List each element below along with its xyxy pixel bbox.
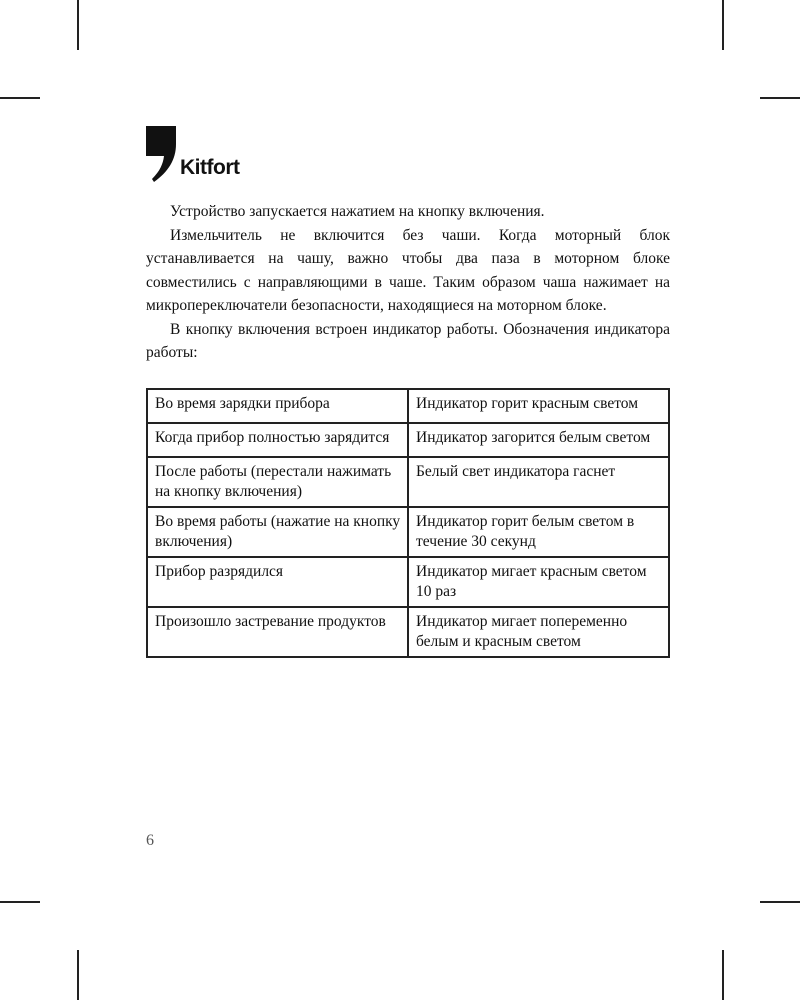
table-row: [147, 457, 669, 507]
crop-mark: [0, 97, 40, 99]
paragraph: Устройство запускается нажатием на кнопку включения.: [170, 203, 545, 220]
brand-name: Kitfort: [180, 156, 240, 179]
indicator-cell: Индикатор мигает попеременно белым и красным светом: [408, 607, 669, 657]
table-row: [147, 557, 669, 607]
paragraph: В кнопку включения встроен индикатор работы. Обозначения индикатора работы:: [146, 320, 670, 361]
indicator-cell: Индикатор горит белым светом в течение 30 секунд: [408, 507, 669, 557]
crop-mark: [77, 950, 79, 1000]
kitfort-logo-mark-icon: [146, 126, 176, 182]
table-row: [147, 607, 669, 657]
crop-mark: [760, 901, 800, 903]
kitfort-logo: [146, 126, 239, 182]
indicator-cell: Индикатор горит красным светом: [408, 389, 669, 423]
table-row: [147, 389, 669, 423]
table-row: [147, 423, 669, 457]
crop-mark: [0, 901, 40, 903]
page-number: 6: [146, 832, 154, 849]
indicator-table: [146, 388, 670, 658]
crop-mark: [77, 0, 79, 50]
instructions-text: [146, 200, 670, 365]
crop-mark: [722, 950, 724, 1000]
condition-cell: Произошло застревание продуктов: [147, 607, 408, 657]
crop-mark: [722, 0, 724, 50]
indicator-cell: Индикатор мигает красным светом 10 раз: [408, 557, 669, 607]
indicator-cell: Белый свет индикатора гаснет: [408, 457, 669, 507]
condition-cell: Когда прибор полностью зарядится: [147, 423, 408, 457]
table-row: [147, 507, 669, 557]
crop-mark: [760, 97, 800, 99]
paragraph: Измельчитель не включится без чаши. Когда моторный блок устанавливается на чашу, важно чтобы два паза в моторном блоке совместились с направляющими в чаше. Таким образом чаша нажимает на микропереключатели безопасности, находящиеся на моторном блоке.: [146, 226, 670, 314]
condition-cell: Во время зарядки прибора: [147, 389, 408, 423]
condition-cell: Прибор разрядился: [147, 557, 408, 607]
condition-cell: Во время работы (нажатие на кнопку включения): [147, 507, 408, 557]
indicator-cell: Индикатор загорится белым светом: [408, 423, 669, 457]
condition-cell: После работы (перестали нажимать на кнопку включения): [147, 457, 408, 507]
